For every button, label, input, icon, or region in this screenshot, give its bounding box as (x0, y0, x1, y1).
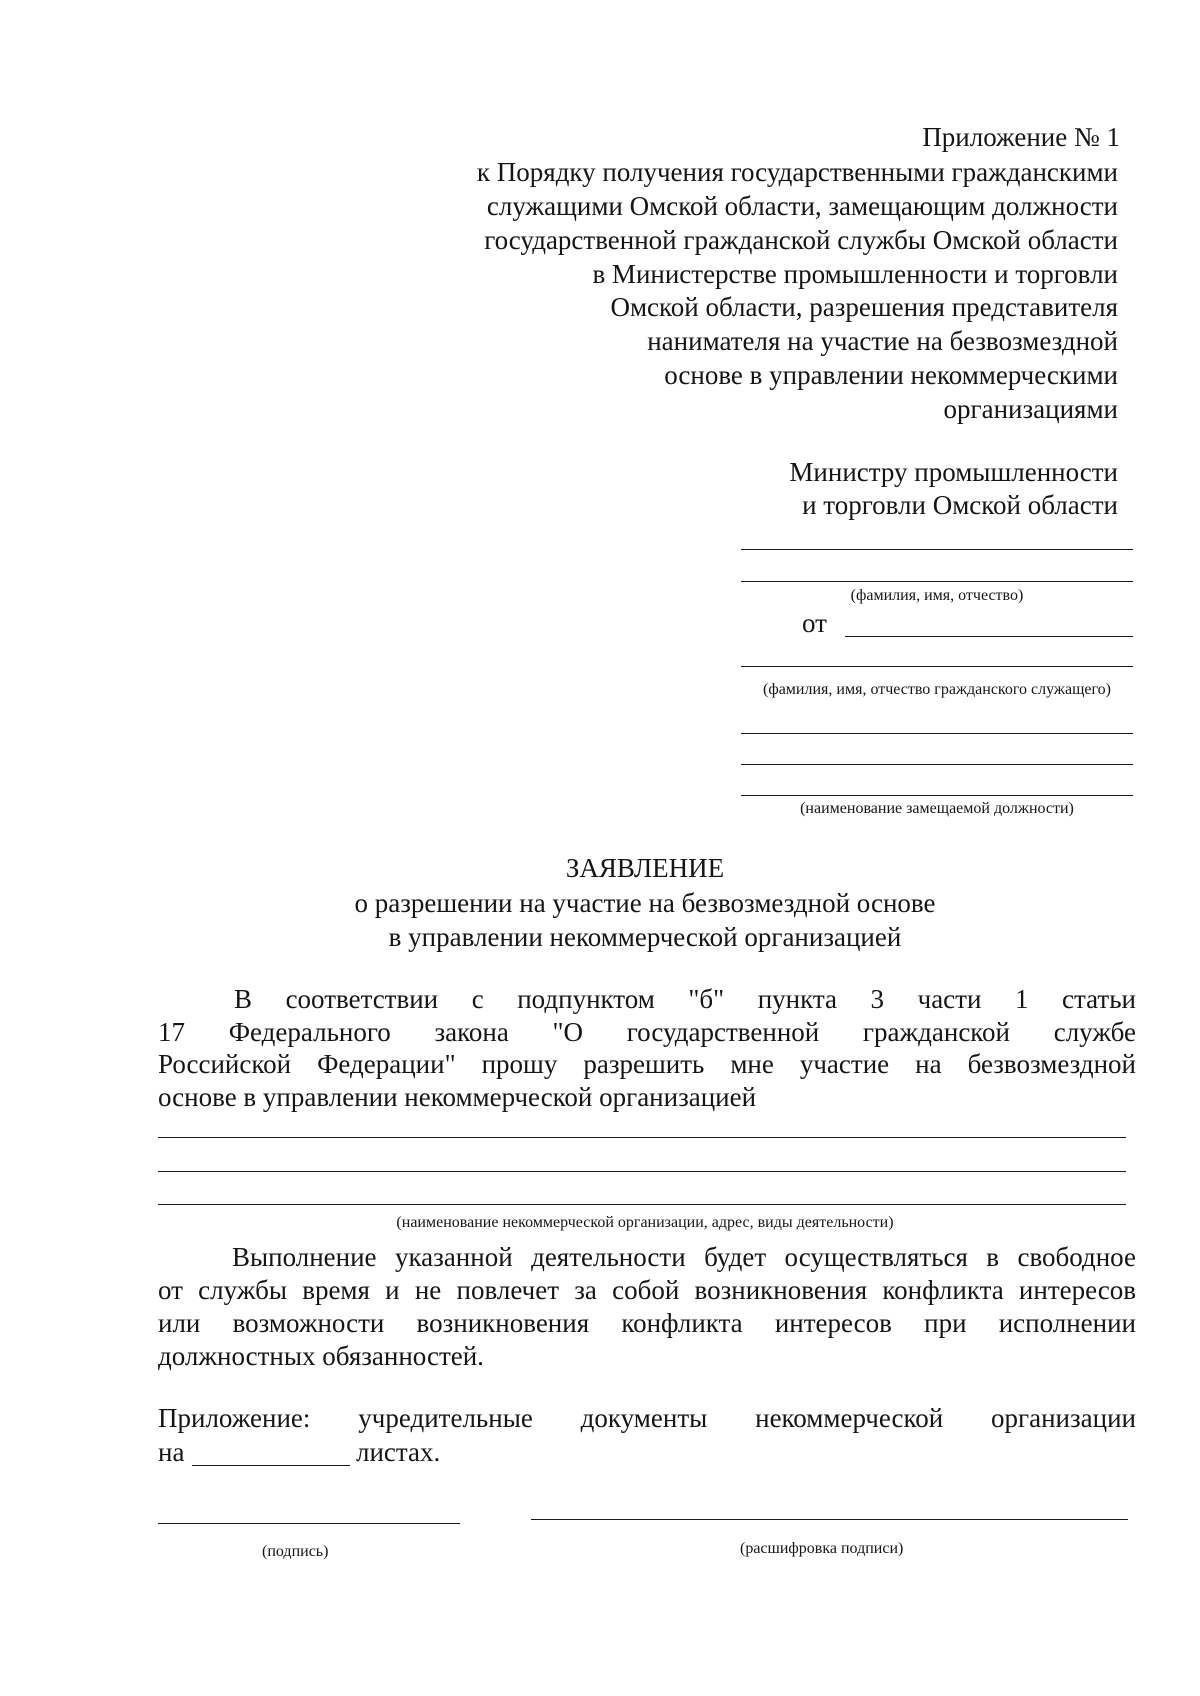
fio-field-line[interactable] (741, 549, 1133, 550)
servant-field-line[interactable] (741, 666, 1133, 667)
position-field-line[interactable] (741, 733, 1133, 734)
org-caption: (наименование некоммерческой организации, адрес, виды деятельности) (396, 1214, 894, 1231)
addressee-line: и торговли Омской области (802, 490, 1118, 520)
attachment-suffix: листах. (356, 1437, 441, 1467)
signature-decode-field-line[interactable] (531, 1519, 1128, 1520)
position-field-line[interactable] (741, 764, 1133, 765)
from-label: от (802, 608, 827, 638)
position-caption: (наименование замещаемой должности) (800, 800, 1074, 817)
org-field-line[interactable] (158, 1171, 1126, 1172)
appendix-title: Приложение № 1 (922, 122, 1120, 152)
appendix-line: нанимателя на участие на безвозмездной (647, 326, 1118, 356)
attachment-prefix: на (158, 1437, 185, 1467)
paragraph-line: Выполнение указанной деятельности будет осуществляться в свободное (232, 1242, 1136, 1272)
signature-field-line[interactable] (158, 1523, 460, 1524)
paragraph-line: В соответствии с подпунктом "б" пункта 3 части 1 статьи (234, 984, 1136, 1014)
org-field-line[interactable] (158, 1204, 1126, 1205)
paragraph-line: Российской Федерации" прошу разрешить мне участие на безвозмездной (158, 1049, 1136, 1079)
paragraph-line: должностных обязанностей. (158, 1341, 484, 1371)
appendix-line: к Порядку получения государственными гражданскими (476, 157, 1118, 187)
appendix-line: государственной гражданской службы Омской области (484, 225, 1118, 255)
fio-caption: (фамилия, имя, отчество) (850, 587, 1024, 604)
document-subtitle: в управлении некоммерческой организацией (388, 922, 902, 952)
signature-decode-caption: (расшифровка подписи) (740, 1540, 904, 1557)
position-field-line[interactable] (741, 795, 1133, 796)
document-title: ЗАЯВЛЕНИЕ (565, 853, 725, 883)
appendix-line: служащими Омской области, замещающим должности (486, 191, 1118, 221)
appendix-line: в Министерстве промышленности и торговли (592, 259, 1118, 289)
org-field-line[interactable] (158, 1137, 1126, 1138)
appendix-line: основе в управлении некоммерческими (664, 360, 1118, 390)
addressee-line: Министру промышленности (789, 457, 1118, 487)
document-subtitle: о разрешении на участие на безвозмездной основе (354, 888, 936, 918)
attachment-line: Приложение: учредительные документы некоммерческой организации (158, 1403, 1136, 1433)
from-field-line[interactable] (845, 636, 1133, 637)
paragraph-line: основе в управлении некоммерческой организацией (158, 1082, 757, 1112)
paragraph-line: 17 Федерального закона "О государственной гражданской службе (158, 1017, 1136, 1047)
sheets-count-field-line[interactable] (192, 1465, 350, 1466)
paragraph-line: от службы время и не повлечет за собой возникновения конфликта интересов (158, 1275, 1136, 1305)
paragraph-line: или возможности возникновения конфликта интересов при исполнении (158, 1308, 1136, 1338)
servant-caption: (фамилия, имя, отчество гражданского служащего) (763, 681, 1111, 698)
appendix-line: организациями (943, 394, 1118, 424)
appendix-line: Омской области, разрешения представителя (610, 292, 1118, 322)
signature-caption: (подпись) (262, 1543, 329, 1560)
fio-field-line[interactable] (741, 581, 1133, 582)
